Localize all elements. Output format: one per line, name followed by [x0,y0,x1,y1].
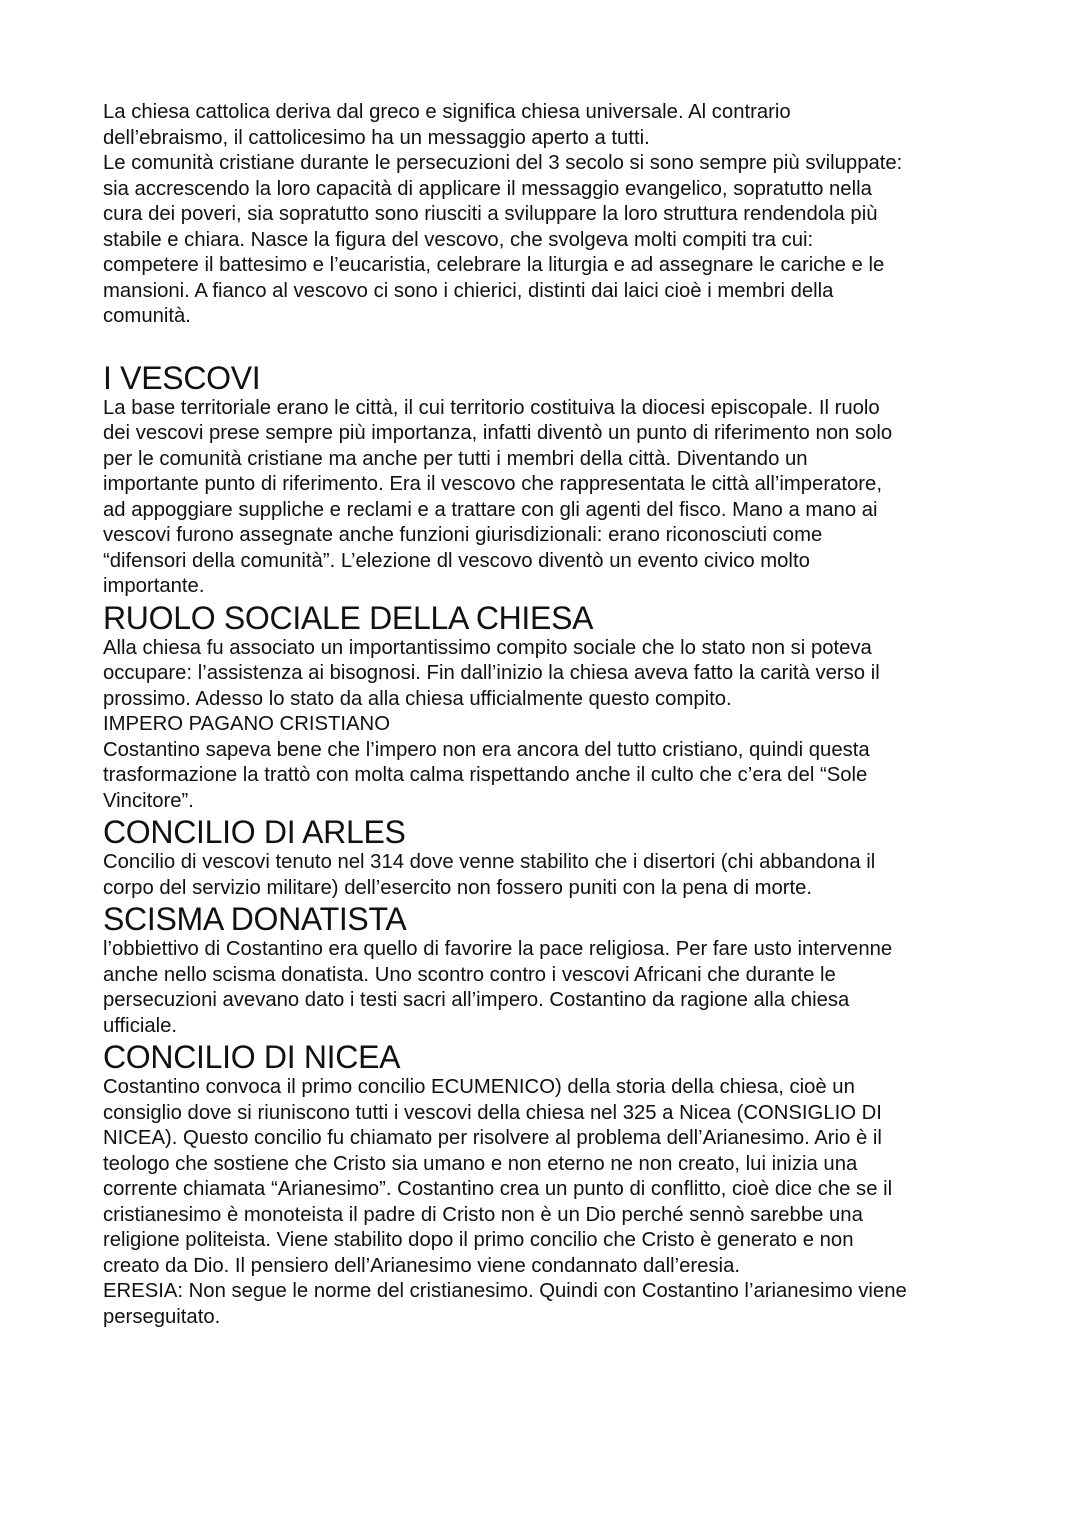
text-line: ufficiale. [103,1014,178,1037]
text-line: Costantino convoca il primo concilio ECUMENICO) della storia della chiesa, cioè un [103,1076,855,1098]
text-line: Vincitore”. [103,789,194,812]
intro-paragraph [103,100,983,330]
text-line: La base territoriale erano le città, il cui territorio costituiva la diocesi episcopale. Il ruolo [103,396,880,419]
text-line: persecuzioni avevano dato i testi sacri all’impero. Costantino da ragione alla chiesa [103,989,850,1011]
text-line: perseguitato. [103,1305,221,1328]
text-line: ad appoggiare suppliche e reclami e a trattare con gli agenti del fisco. Mano a mano ai [103,498,878,521]
text-line: l’obbiettivo di Costantino era quello di favorire la pace religiosa. Per fare usto intervenne [103,938,893,960]
text-line: cura dei poveri, sia sopratutto sono riusciti a sviluppare la loro struttura rendendola più [103,203,878,225]
section-paragraph-concilio-nicea [103,1075,983,1330]
section-heading-scisma-donatista: SCISMA DONATISTA [103,901,407,937]
text-line: Costantino sapeva bene che l’impero non era ancora del tutto cristiano, quindi questa [103,738,870,761]
text-line: importante punto di riferimento. Era il vescovo che rappresentata le città all’imperatore, [103,473,882,495]
section-paragraph-ruolo-sociale [103,636,983,815]
text-line: prossimo. Adesso lo stato da alla chiesa ufficialmente questo compito. [103,687,732,710]
text-line: stabile e chiara. Nasce la figura del vescovo, che svolgeva molti compiti tra cui: [103,228,814,251]
text-line: comunità. [103,305,191,327]
section-heading-concilio-nicea: CONCILIO DI NICEA [103,1039,401,1075]
text-line: dei vescovi prese sempre più importanza, infatti diventò un punto di riferimento non solo [103,422,893,444]
text-line: sia accrescendo la loro capacità di applicare il messaggio evangelico, sopratutto nella [103,177,872,200]
text-line: Concilio di vescovi tenuto nel 314 dove venne stabilito che i disertori (chi abbandona il [103,851,876,873]
text-line: trasformazione la trattò con molta calma rispettando anche il culto che c’era del “Sole [103,764,868,786]
text-line: occupare: l’assistenza ai bisognosi. Fin dall’inizio la chiesa aveva fatto la carità verso il [103,662,880,684]
text-line: Le comunità cristiane durante le persecuzioni del 3 secolo si sono sempre più sviluppate: [103,152,903,174]
text-line: competere il battesimo e l’eucaristia, celebrare la liturgia e ad assegnare le cariche e le [103,254,885,276]
subheading-impero-pagano: IMPERO PAGANO CRISTIANO [103,713,390,735]
text-line: cristianesimo è monoteista il padre di Cristo non è un Dio perché sennò sarebbe una [103,1203,863,1226]
text-line: mansioni. A fianco al vescovo ci sono i chierici, distinti dai laici cioè i membri della [103,279,834,302]
text-line: dell’ebraismo, il cattolicesimo ha un messaggio aperto a tutti. [103,126,650,149]
text-line: ERESIA: Non segue le norme del cristianesimo. Quindi con Costantino l’arianesimo viene [103,1280,907,1302]
text-line: importante. [103,575,205,597]
text-line: religione politeista. Viene stabilito dopo il primo concilio che Cristo è generato e non [103,1229,854,1251]
text-line: per le comunità cristiane ma anche per tutti i membri della città. Diventando un [103,447,808,470]
text-line: La chiesa cattolica deriva dal greco e significa chiesa universale. Al contrario [103,101,791,123]
section-paragraph-concilio-arles [103,850,983,901]
text-line: “difensori della comunità”. L’elezione dl vescovo diventò un evento civico molto [103,549,810,572]
text-line: consiglio dove si riuniscono tutti i vescovi della chiesa nel 325 a Nicea (CONSIGLIO DI [103,1101,882,1124]
text-line: teologo che sostiene che Cristo sia umano e non eterno ne non creato, lui inizia una [103,1152,858,1175]
section-paragraph-scisma-donatista [103,937,983,1039]
text-line: NICEA). Questo concilio fu chiamato per risolvere al problema dell’Arianesimo. Ario è il [103,1127,882,1149]
text-line: Alla chiesa fu associato un importantissimo compito sociale che lo stato non si poteva [103,636,872,659]
section-paragraph-vescovi [103,396,983,600]
text-line: corpo del servizio militare) dell’esercito non fossero puniti con la pena di morte. [103,876,813,899]
document-page [103,100,983,1330]
text-line: creato da Dio. Il pensiero dell’Arianesimo viene condannato dall’eresia. [103,1254,740,1277]
text-line: corrente chiamata “Arianesimo”. Costantino crea un punto di conflitto, cioè dice che se il [103,1178,893,1200]
text-line: anche nello scisma donatista. Uno scontro contro i vescovi Africani che durante le [103,963,836,986]
section-heading-ruolo-sociale: RUOLO SOCIALE DELLA CHIESA [103,599,594,636]
section-heading-vescovi: I VESCOVI [103,359,261,396]
text-line: vescovi furono assegnate anche funzioni giurisdizionali: erano riconosciuti come [103,524,823,546]
section-heading-concilio-arles: CONCILIO DI ARLES [103,814,406,850]
